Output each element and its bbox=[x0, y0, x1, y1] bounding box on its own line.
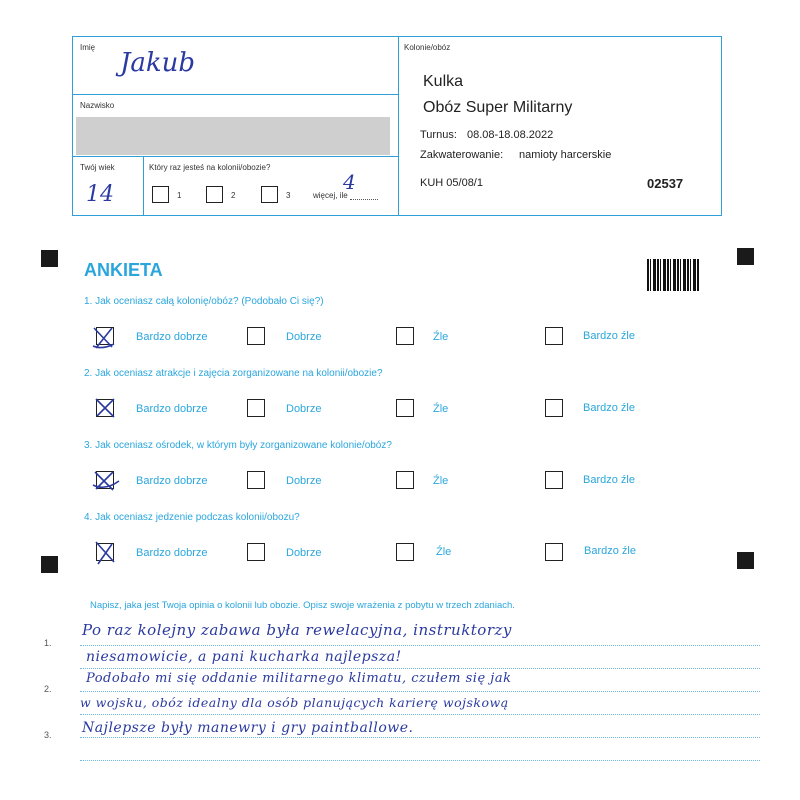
lodging-value: namioty harcerskie bbox=[519, 149, 612, 161]
q2-option-3-label: Źle bbox=[433, 403, 449, 415]
times-checkbox-2[interactable] bbox=[206, 186, 223, 203]
times-option-2: 2 bbox=[231, 191, 236, 200]
q1-option-3-label: Źle bbox=[433, 331, 449, 343]
q4-option-3-checkbox[interactable] bbox=[396, 543, 414, 561]
q4-option-1-label: Bardzo dobrze bbox=[136, 547, 208, 559]
q1-option-2-label: Dobrze bbox=[286, 331, 322, 343]
times-checkbox-1[interactable] bbox=[152, 186, 169, 203]
q1-option-1-label: Bardzo dobrze bbox=[136, 331, 208, 343]
question-3: 3. Jak oceniasz ośrodek, w którym były zorganizowane kolonie/obóz? bbox=[84, 440, 392, 451]
camp-label: Kolonie/obóz bbox=[404, 43, 451, 52]
q3-option-3-label: Źle bbox=[433, 475, 449, 487]
q4-option-4-checkbox[interactable] bbox=[545, 543, 563, 561]
check-mark-icon bbox=[92, 538, 120, 568]
registration-mark bbox=[41, 556, 58, 573]
name-label: Imię bbox=[80, 43, 96, 52]
age-value: 14 bbox=[86, 182, 114, 207]
q3-option-4-checkbox[interactable] bbox=[545, 471, 563, 489]
q2-option-4-label: Bardzo źle bbox=[583, 402, 635, 414]
q1-option-2-checkbox[interactable] bbox=[247, 327, 265, 345]
age-label: Twój wiek bbox=[80, 163, 115, 172]
q2-option-2-checkbox[interactable] bbox=[247, 399, 265, 417]
code: KUH 05/08/1 bbox=[420, 177, 483, 189]
registration-mark bbox=[41, 250, 58, 267]
camp-name: Kulka bbox=[423, 73, 464, 90]
line-number-3: 3. bbox=[44, 730, 52, 740]
answer-line bbox=[80, 668, 760, 669]
answer-line bbox=[80, 714, 760, 715]
handwritten-answer-line-3: Podobało mi się oddanie militarnego klimatu, czułem się jak bbox=[86, 671, 512, 686]
times-more-value: 4 bbox=[343, 170, 356, 194]
row-divider bbox=[72, 156, 399, 157]
opinion-prompt: Napisz, jaka jest Twoja opinia o kolonii lub obozie. Opisz swoje wrażenia z pobytu w trzech zdaniach. bbox=[90, 600, 515, 611]
check-mark-icon bbox=[91, 467, 121, 495]
q4-option-3-label: Źle bbox=[436, 546, 452, 558]
q1-option-4-checkbox[interactable] bbox=[545, 327, 563, 345]
times-more-dotline bbox=[350, 199, 378, 200]
lodging-label: Zakwaterowanie: bbox=[420, 149, 504, 161]
surname-redaction bbox=[76, 117, 390, 155]
times-option-1: 1 bbox=[177, 191, 182, 200]
q1-option-4-label: Bardzo źle bbox=[583, 330, 635, 342]
answer-line bbox=[80, 691, 760, 692]
handwritten-answer-line-1: Po raz kolejny zabawa była rewelacyjna, instruktorzy bbox=[82, 621, 512, 639]
check-mark-icon bbox=[93, 396, 119, 422]
q2-option-3-checkbox[interactable] bbox=[396, 399, 414, 417]
q2-option-2-label: Dobrze bbox=[286, 403, 322, 415]
line-number-1: 1. bbox=[44, 638, 52, 648]
line-number-2: 2. bbox=[44, 684, 52, 694]
question-2: 2. Jak oceniasz atrakcje i zajęcia zorganizowane na kolonii/obozie? bbox=[84, 368, 383, 379]
times-question: Który raz jesteś na kolonii/obozie? bbox=[149, 163, 271, 172]
q3-option-4-label: Bardzo źle bbox=[583, 474, 635, 486]
handwritten-answer-line-4: w wojsku, obóz idealny dla osób planujących karierę wojskową bbox=[80, 695, 509, 710]
q3-option-2-checkbox[interactable] bbox=[247, 471, 265, 489]
q2-option-4-checkbox[interactable] bbox=[545, 399, 563, 417]
handwritten-answer-line-2: niesamowicie, a pani kucharka najlepsza! bbox=[86, 649, 402, 665]
row-divider bbox=[72, 94, 399, 95]
q2-option-1-label: Bardzo dobrze bbox=[136, 403, 208, 415]
name-value: Jakub bbox=[120, 48, 196, 78]
surname-label: Nazwisko bbox=[80, 101, 115, 110]
survey-title: ANKIETA bbox=[84, 260, 163, 280]
q4-option-4-label: Bardzo źle bbox=[584, 545, 636, 557]
times-option-3: 3 bbox=[286, 191, 291, 200]
header-divider bbox=[398, 36, 399, 216]
answer-line bbox=[80, 737, 760, 738]
handwritten-answer-line-5: Najlepsze były manewry i gry paintballowe. bbox=[82, 720, 414, 736]
form-number: 02537 bbox=[647, 176, 684, 191]
camp-type: Obóz Super Militarny bbox=[423, 99, 573, 116]
check-mark-icon bbox=[90, 322, 120, 352]
answer-line bbox=[80, 645, 760, 646]
registration-mark bbox=[737, 552, 754, 569]
question-4: 4. Jak oceniasz jedzenie podczas kolonii/obozu? bbox=[84, 512, 300, 523]
turnus-value: 08.08-18.08.2022 bbox=[467, 129, 554, 141]
turnus-label: Turnus: bbox=[420, 129, 457, 141]
q3-option-1-label: Bardzo dobrze bbox=[136, 475, 208, 487]
q1-option-3-checkbox[interactable] bbox=[396, 327, 414, 345]
q4-option-2-checkbox[interactable] bbox=[247, 543, 265, 561]
q3-option-2-label: Dobrze bbox=[286, 475, 322, 487]
times-checkbox-3[interactable] bbox=[261, 186, 278, 203]
barcode bbox=[647, 259, 699, 291]
q4-option-2-label: Dobrze bbox=[286, 547, 322, 559]
col-divider bbox=[143, 156, 144, 216]
answer-line bbox=[80, 760, 760, 761]
q3-option-3-checkbox[interactable] bbox=[396, 471, 414, 489]
registration-mark bbox=[737, 248, 754, 265]
times-more-label: więcej, ile bbox=[313, 191, 348, 200]
question-1: 1. Jak oceniasz całą kolonię/obóz? (Podobało Ci się?) bbox=[84, 296, 324, 307]
